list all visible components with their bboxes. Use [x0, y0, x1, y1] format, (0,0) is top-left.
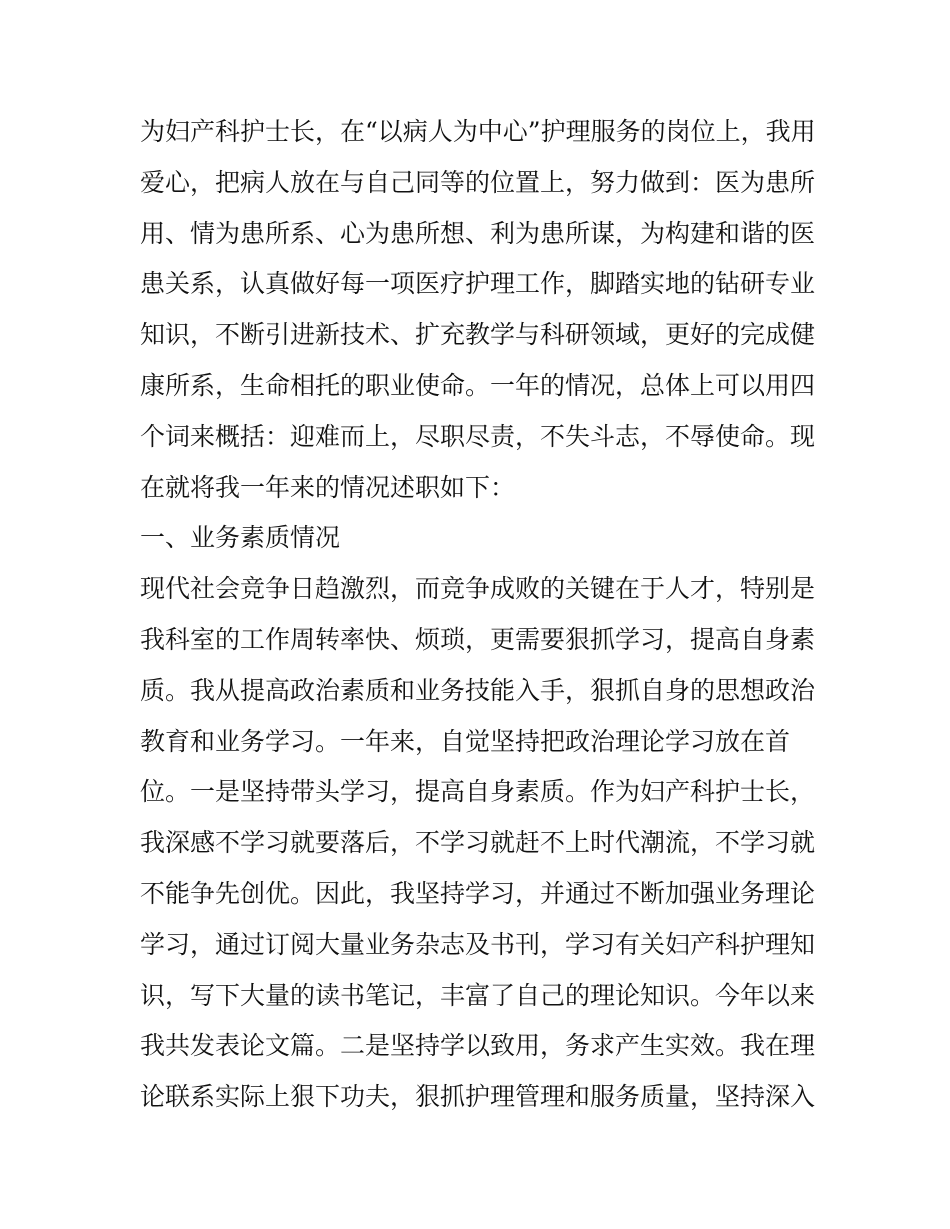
text-line: 康所系，生命相托的职业使命。一年的情况，总体上可以用四 — [140, 370, 816, 400]
text-line: 不能争先创优。因此，我坚持学习，并通过不断加强业务理论 — [140, 878, 816, 908]
text-line: 个词来概括：迎难而上，尽职尽责，不失斗志，不辱使命。现 — [140, 421, 816, 451]
text-line: 为妇产科护士长，在“以病人为中心”护理服务的岗位上，我用 — [140, 117, 816, 146]
text-line: 知识，不断引进新技术、扩充教学与科研领域，更好的完成健 — [140, 320, 816, 350]
text-line: 我深感不学习就要落后，不学习就赶不上时代潮流，不学习就 — [140, 828, 816, 858]
text-line: 我共发表论文篇。二是坚持学以致用，务求产生实效。我在理 — [140, 1031, 816, 1061]
document-body — [140, 107, 820, 1123]
text-line: 用、情为患所系、心为患所想、利为患所谋，为构建和谐的医 — [140, 218, 816, 248]
text-line: 患关系，认真做好每一项医疗护理工作，脚踏实地的钻研专业 — [140, 269, 816, 299]
text-line: 我科室的工作周转率快、烦琐，更需要狠抓学习，提高自身素 — [140, 624, 816, 654]
text-line: 论联系实际上狠下功夫，狠抓护理管理和服务质量，坚持深入 — [140, 1082, 816, 1112]
text-line: 学习，通过订阅大量业务杂志及书刊，学习有关妇产科护理知 — [140, 929, 816, 959]
text-line: 教育和业务学习。一年来，自觉坚持把政治理论学习放在首 — [140, 726, 791, 756]
text-line: 质。我从提高政治素质和业务技能入手，狠抓自身的思想政治 — [140, 675, 816, 705]
text-line: 爱心，把病人放在与自己同等的位置上，努力做到：医为患所 — [140, 167, 816, 197]
text-line: 识，写下大量的读书笔记，丰富了自己的理论知识。今年以来 — [140, 980, 816, 1010]
text-line: 位。一是坚持带头学习，提高自身素质。作为妇产科护士长， — [140, 777, 816, 807]
section-heading: 一、业务素质情况 — [140, 523, 341, 553]
text-line: 现代社会竞争日趋激烈，而竞争成败的关键在于人才，特别是 — [140, 574, 816, 604]
text-line: 在就将我一年来的情况述职如下： — [140, 472, 516, 502]
